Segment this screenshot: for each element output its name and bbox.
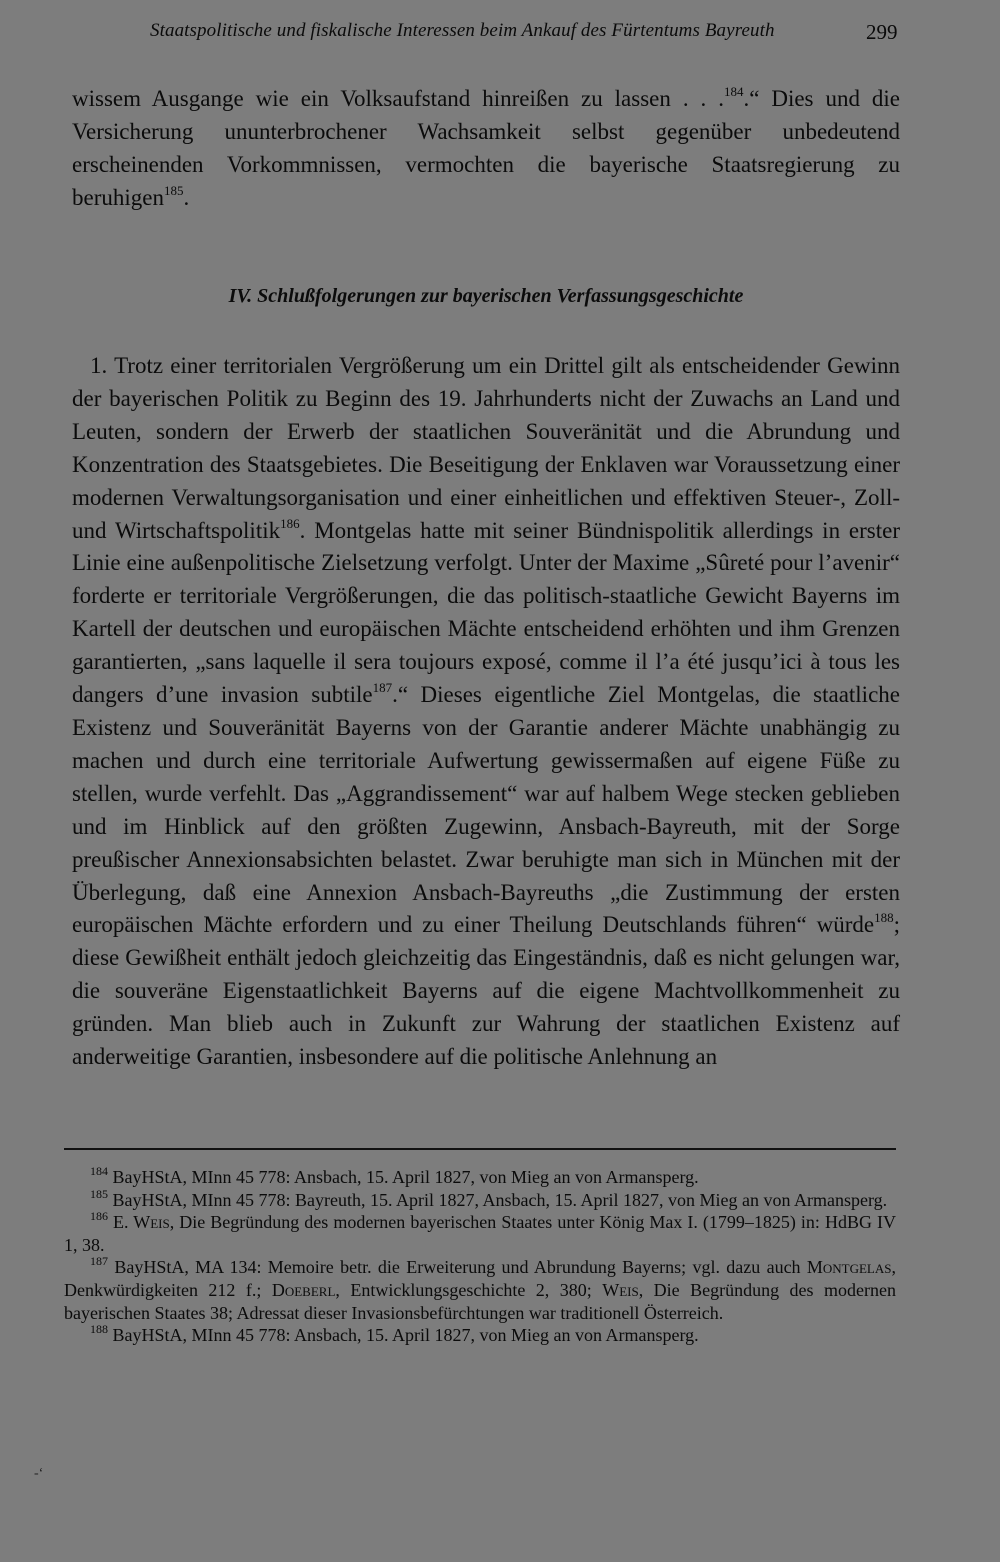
- footnote-text: BayHStA, MA 134: Memoire betr. die Erweiterung und Abrundung Bayerns; vgl. dazu auch: [114, 1257, 807, 1278]
- footnote-number: 184: [90, 1164, 108, 1178]
- footnote-author: Doeberl: [271, 1279, 336, 1300]
- page-number: 299: [866, 20, 898, 44]
- footnote-text: , Die Begründung des modernen bayerischen Staates unter König Max I. (1799–1825) in: HdBG IV 1, 38.: [64, 1212, 896, 1255]
- text-run: .: [183, 184, 190, 210]
- footnote-ref-188[interactable]: 188: [874, 910, 894, 926]
- footnote-ref-187[interactable]: 187: [372, 680, 393, 696]
- footnotes: [64, 1166, 896, 1347]
- footnote-text: , Die Begründung des modernen bayerischen Staates 38; Adressat dieser Invasionsbefürchtungen war traditionell Österreich.: [64, 1279, 896, 1323]
- footnote-divider: [64, 1148, 896, 1150]
- footnote-number: 186: [90, 1209, 108, 1224]
- footnote-185: [64, 1186, 896, 1212]
- footnote-188: [64, 1324, 896, 1347]
- footnote-text: BayHStA, MInn 45 778: Ansbach, 15. April 1827, von Mieg an von Armansperg.: [112, 1325, 699, 1346]
- footnote-text: BayHStA, MInn 45 778: Ansbach, 15. April 1827, von Mieg an von Armansperg.: [112, 1167, 699, 1187]
- text-run: .“ Dies und die Versicherung ununterbrochener Wachsamkeit selbst gegenüber unbedeutend erscheinenden Vorkommnissen, vermochten die bayerische Staatsregierung zu beruhigen: [72, 86, 900, 210]
- footnote-ref-184[interactable]: 184: [723, 84, 744, 99]
- text-run: .“ Dieses eigentliche Ziel Montgelas, die staatliche Existenz und Souveränität Bayerns von der Garantie anderer Mächte unabhängig zu machen und durch eine territoriale Aufwertung gewissermaßen auf eigene Füße zu stellen, wurde verfehlt. Das „Aggrandissement“ war auf halbem Wege stecken geblieben und im Hinblick auf den größten Zugewinn, Ansbach-Bayreuth, mit der Sorge preußischer Annexionsabsichten belastet. Zwar beruhigte man sich in München mit der Überlegung, daß eine Annexion Ansbach-Bayreuths „die Zustimmung der ersten europäischen Mächte erfordern und zu einer Theilung Deutschlands führen“ würde: [72, 682, 900, 938]
- running-title: Staatspolitische und fiskalische Interessen beim Ankauf des Fürtentums Bayreuth: [150, 20, 775, 41]
- scan-mark: -‘: [34, 1466, 44, 1481]
- footnote-number: 187: [90, 1254, 108, 1269]
- footnote-text: , Denkwürdigkeiten 212 f.;: [64, 1257, 896, 1300]
- footnote-ref-185[interactable]: 185: [163, 182, 184, 198]
- footnote-author: Montgelas: [806, 1257, 892, 1278]
- paragraph-main: [72, 350, 900, 1074]
- footnote-author: Weis: [602, 1279, 639, 1300]
- text-run: . Montgelas hatte mit seiner Bündnispolitik allerdings in erster Linie eine außenpolitische Zielsetzung verfolgt. Unter der Maxime „Sûreté pour l’avenir“ forderte er territoriale Vergrößerungen, die das politisch-staatliche Gewicht Bayerns im Kartell der deutschen und europäischen Mächte entscheidend erhöhten und ihm Grenzen garantierten, „sans laquelle il sera toujours exposé, comme il l’a été jusqu’ici à tous les dangers d’une invasion subtile: [72, 517, 900, 708]
- footnote-text: BayHStA, MInn 45 778: Bayreuth, 15. April 1827, Ansbach, 15. April 1827, von Mieg an von Armansperg.: [112, 1189, 888, 1210]
- footnote-186: [64, 1211, 896, 1256]
- paragraph-continuation: [72, 83, 900, 215]
- footnote-number: 185: [90, 1186, 108, 1201]
- footnote-text: , Entwicklungsgeschichte 2, 380;: [335, 1279, 603, 1300]
- footnote-ref-186[interactable]: 186: [280, 515, 300, 531]
- text-run: wissem Ausgange wie ein Volksaufstand hinreißen zu lassen . . .: [72, 86, 724, 111]
- footnote-187: [64, 1256, 896, 1324]
- text-run: ; diese Gewißheit enthält jedoch gleichzeitig das Eingeständnis, daß es nicht gelungen war, die souveräne Eigenstaatlichkeit Bayerns auf die eigene Machtvollkommenheit zu gründen. Man blieb auch in Zukunft zur Wahrung der staatlichen Existenz auf anderweitige Garantien, insbesondere auf die politische Anlehnung an: [72, 912, 900, 1070]
- text-run: 1. Trotz einer territorialen Vergrößerung um ein Drittel gilt als entscheidender Gewinn der bayerischen Politik zu Beginn des 19. Jahrhunderts nicht der Zuwachs an Land und Leuten, sondern der Erwerb der staatlichen Souveränität und die Abrundung und Konzentration des Staatsgebietes. Die Beseitigung der Enklaven war Voraussetzung einer modernen Verwaltungsorganisation und einer einheitlichen und effektiven Steuer-, Zoll- und Wirtschaftspolitik: [72, 353, 900, 543]
- footnote-184: [64, 1166, 896, 1189]
- footnote-number: 188: [90, 1322, 108, 1337]
- section-heading: IV. Schlußfolgerungen zur bayerischen Verfassungsgeschichte: [228, 285, 744, 307]
- footnote-author: E. Weis: [113, 1212, 170, 1233]
